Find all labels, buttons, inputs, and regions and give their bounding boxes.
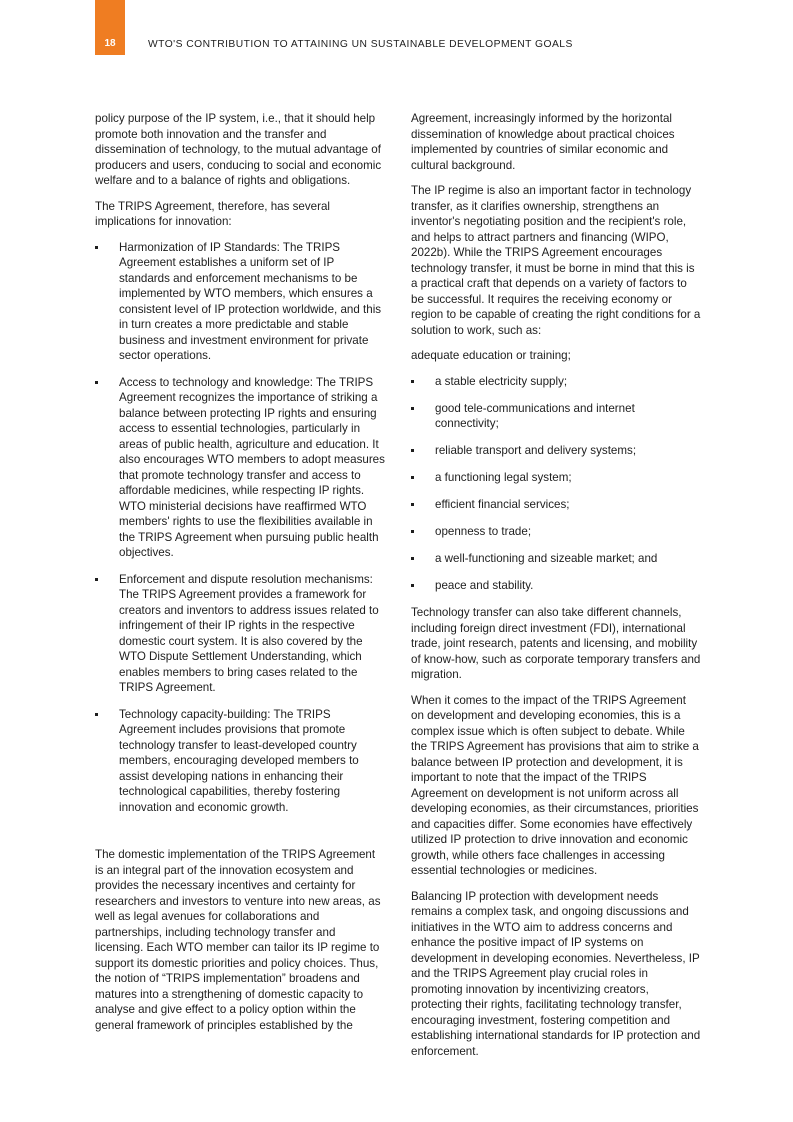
paragraph: Agreement, increasingly informed by the horizontal dissemination of knowledge about practical choices implemented by countries of similar economic and cultural background.: [411, 112, 675, 172]
paragraph: The IP regime is also an important factor in technology transfer, as it clarifies ownership, strengthens an inventor's negotiating position and the recipient's role, and helps to attract partners and financing (WIPO, 2022b). While the TRIPS Agreement encourages technology transfer, it must be borne in mind that this is a practical craft that depends on a variety of factors to be successful. It requires the receiving economy or region to be capable of creating the right conditions for a solution to work, such as:: [411, 184, 701, 337]
list-item: a stable electricity supply;: [411, 374, 701, 390]
bullet-list: [95, 240, 385, 816]
list-item: a well-functioning and sizeable market; and: [411, 551, 701, 567]
page-number: 18: [104, 38, 116, 49]
paragraph: When it comes to the impact of the TRIPS Agreement on development and developing economies, this is a complex issue which is often subject to debate. While the TRIPS Agreement has provisions that aim to strike a balance between IP protection and development, it is important to note that the impact of the TRIPS Agreement on development is not uniform across all developing economies, as their circumstances, priorities and capacities differ. Some economies have effectively utilized IP protection to drive innovation and economic growth, while others face challenges in accessing essential technologies or medicines.: [411, 693, 699, 877]
paragraph: policy purpose of the IP system, i.e., that it should help promote both innovation and the transfer and dissemination of technology, to the mutual advantage of producers and users, conducing to social and economic welfare and to a balance of rights and obligations.: [95, 112, 382, 187]
bullet-list: [411, 374, 701, 594]
paragraph: The TRIPS Agreement, therefore, has several implications for innovation:: [95, 199, 330, 228]
list-item: a functioning legal system;: [411, 470, 701, 486]
list-item: good tele-communications and internet connectivity;: [411, 401, 701, 432]
page-number-tab: [95, 0, 125, 55]
list-item: Technology capacity-building: The TRIPS Agreement includes provisions that promote technology transfer to least-developed country members, encouraging developed members to assist developing nations in enhancing their technological capabilities, thereby fostering innovation and economic growth.: [95, 707, 385, 816]
running-title: WTO'S CONTRIBUTION TO ATTAINING UN SUSTAINABLE DEVELOPMENT GOALS: [148, 39, 573, 50]
list-item: Harmonization of IP Standards: The TRIPS Agreement establishes a uniform set of IP standards and enforcement mechanisms to be implemented by WTO members, which ensures a consistent level of IP protection worldwide, and this in turn creates a more predictable and stable business and investment environment for private sector operations.: [95, 240, 385, 364]
list-item: efficient financial services;: [411, 497, 701, 513]
paragraph: Technology transfer can also take different channels, including foreign direct investment (FDI), international trade, joint research, patents and licensing, and mobility of know-how, such as corporate temporary transfers and migration.: [411, 606, 701, 681]
list-item: openness to trade;: [411, 524, 701, 540]
list-item: peace and stability.: [411, 578, 701, 594]
list-item: Enforcement and dispute resolution mechanisms: The TRIPS Agreement provides a framework for creators and inventors to address issues related to infringement of their IP rights in the respective domestic court system. It is also covered by the WTO Dispute Settlement Understanding, which enables members to bring cases related to the TRIPS Agreement.: [95, 572, 385, 696]
left-column: [95, 111, 385, 1043]
paragraph: Balancing IP protection with development needs remains a complex task, and ongoing discussions and initiatives in the WTO aim to address concerns and enhance the positive impact of IP systems on development in developing economies. Nevertheless, IP and the TRIPS Agreement play crucial roles in promoting innovation by incentivizing creators, protecting their rights, facilitating technology transfer, encouraging investment, fostering competition and establishing international standards for IP protection and enforcement.: [411, 889, 701, 1058]
paragraph: adequate education or training;: [411, 349, 571, 362]
list-item: reliable transport and delivery systems;: [411, 443, 701, 459]
right-column: [411, 111, 701, 1069]
list-item: Access to technology and knowledge: The TRIPS Agreement recognizes the importance of striking a balance between protecting IP rights and ensuring access to essential technologies, particularly in areas of public health, agriculture and education. It also encourages WTO members to adopt measures that promote technology transfer and access to affordable medicines, while respecting IP rights. WTO ministerial decisions have reaffirmed WTO members' rights to use the flexibilities available in the TRIPS Agreement when pursuing public health objectives.: [95, 375, 385, 561]
paragraph: The domestic implementation of the TRIPS Agreement is an integral part of the innovation ecosystem and provides the necessary incentives and certainty for researchers and investors to venture into new areas, as well as legal avenues for collaborations and partnerships, including technology transfer and licensing. Each WTO member can tailor its IP regime to support its domestic priorities and policy choices. Thus, the notion of “TRIPS implementation” broadens and matures into a strengthening of domestic capacity to analyse and give effect to a policy option within the general framework of principles established by the: [95, 848, 381, 1032]
